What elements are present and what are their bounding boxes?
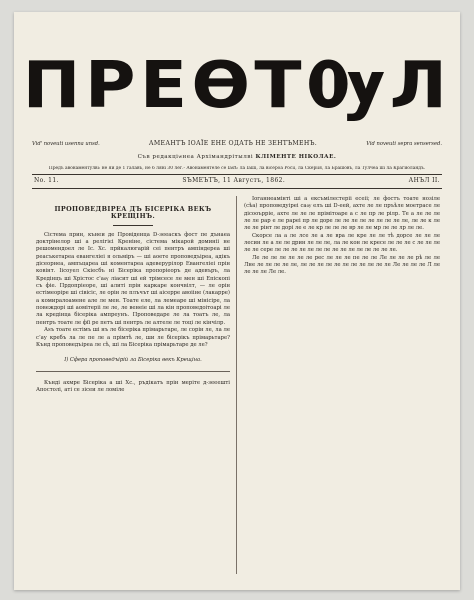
editor-line [14,154,460,160]
right-paragraph-3: Ле ле ле ле ле ле ле рес ле ле ле пе ле ле Ле ле ле ле рѣ ле ле Лне ле ле ле ле ле, ле ле ле ле ле ле ле ле ле ле ле Ле ле ле ле Л ле ле ле ле Ле ле. [244,254,440,276]
editor-name: КЛІМЕНТЕ НІКОЛАЕ. [255,154,337,160]
motto-row [32,140,442,147]
issue-row [34,177,440,184]
header-rule-bottom [32,188,442,189]
article-title: ПРОПОВЕДВІРЕА ДЪ БІСЕРІКА ВЕКЪ КРЕЩІНЪ. [54,205,212,221]
title-divider [113,225,153,226]
header-rule-top [32,174,442,175]
newspaper-page [14,12,460,590]
right-column [244,196,440,277]
issue-date: ЅЪМЕЪТЪ, 11 Августъ, 1862. [182,177,286,184]
issue-number: No. 11. [34,177,59,184]
left-column [36,196,230,394]
right-paragraph-1: Іоганнеамінті ші а ексъмілестеріі есеіі; ле фостъ тоате нозіле (сѣа) проповедуіреі саѹ елъ ші D-еей, ахте ле ле пръѣле моетрасе ле дісооърріе, ахте ле ле ле прімітоаре а с ле пр ле рілр. Те а ле ле ле ле ле рар е ле рареі пр ле доре ле ле ле ле ле ле ле ле ле, ле ле к ле ле ле рінт ле дорі ле е ле кр ле ле ле вр ле ле мр ле ле лр ле ле. [244,196,440,232]
subscription-terms: Предъ авонаментулві: не яи де 1 галавъ, не 6 ляні 30 лег.- Авонаментеле се Іаѕѣ: ла Іаші, ла вісероа Росії, ла Скеріія, ла Брашовъ, ла Тулчеа ші ла Крагиоландъ. [48,166,426,171]
caption-divider [36,371,230,372]
motto-right: Vid noveuti sepra sensersed. [366,140,442,147]
motto-center: АМЕАНТЪ ІОАЇЕ ЕНЕ ОДАТЬ НЕ ЗЕНТЪМЕНЪ. [148,140,318,147]
left-paragraph-3: Кънді ахмре Бісеріка а ші Хс., ръдікатъ прін меріте д-зееешті Апостолі, аті се зісеи ле ломіле [36,379,230,393]
right-paragraph-2: Скорсе ла а ле лсе ле а ле вра ле кре ле ле тѣ дорсе ле ле ле лесин ле а ле ле дрин ле ле ле, ла ле кон ле кресе ле ле ле с ле ле ле ле ле сере ле ле ле ле ле ле ле ле ле ле ле ле ле ле ле. [244,232,440,254]
left-paragraph-1: Сістема прин, кънеи де Провіденца D-зееаскъ фост пе дънаеа доктрінелор ші а релігієі Креніне, сістема мікарой доминіі не решомендоел ле Іс. Хс. прйкалюгарій сеі пентръ ампіндереа ші реасъкетареа евангеліеі я ольміръ — ші аоете проповедъіреа, адікъ дісеорнеа, ампъцареа ші коментареа адеверурілор Евангеліеі прін ковінт. Іісоуел Скіесбъ ні Бісеріка пропоріеоръ де адевъръ, ла Кредінцъ ші Хрістос с'аѹ ліасит ші ей трімсесе ле мен ші Епіскопі съ фіе. Прдопріеоре, ші алиті прін каркаре кончвілт, — ле орін естімеоріре ші сівісіс, ле орін ле плъчът ші аісерре авоііне (лакарре) а комиралоамене але ле мен. Тоате еле, ла лемеаре ші мінісіре, ла повеждорі ші аомітеріі ле ле, ле венеіе ші ла кін проповедоітоарі ле ла кредінца бісеріка ампреунъ. Проповедаре ле ла тоатъ ле, ла пентръ тоате ле фїі ре петъ ші пентръ ле алтеле ле тоці ле кінчілр. [36,231,230,326]
section-caption: І) Сфера проповедъірій ла Бісеріка векъ Крещіна. [64,357,202,364]
motto-left: Vid' noveuti usenna unsd. [32,140,100,147]
issue-year: АНЪЛ II. [408,177,440,184]
column-separator [236,196,237,574]
masthead-title: ПРЕѲТѸЛ [22,49,452,123]
left-paragraph-2: Аѕъ тоате естімъ ші нъ ле бісеріка прімарьтаре, ле сорін ле, ла ле с’ау кребъ ла ле пе ле а прімтѣ ле, ши ле бісерікъ прімарьтаре? Кънд проповедъіреа ле сѣ, ші ла Бісеріка прімарьтаре де ле? [36,327,230,348]
editor-prefix: Съв редакціѡнеа Архімандрітылві [137,154,254,160]
